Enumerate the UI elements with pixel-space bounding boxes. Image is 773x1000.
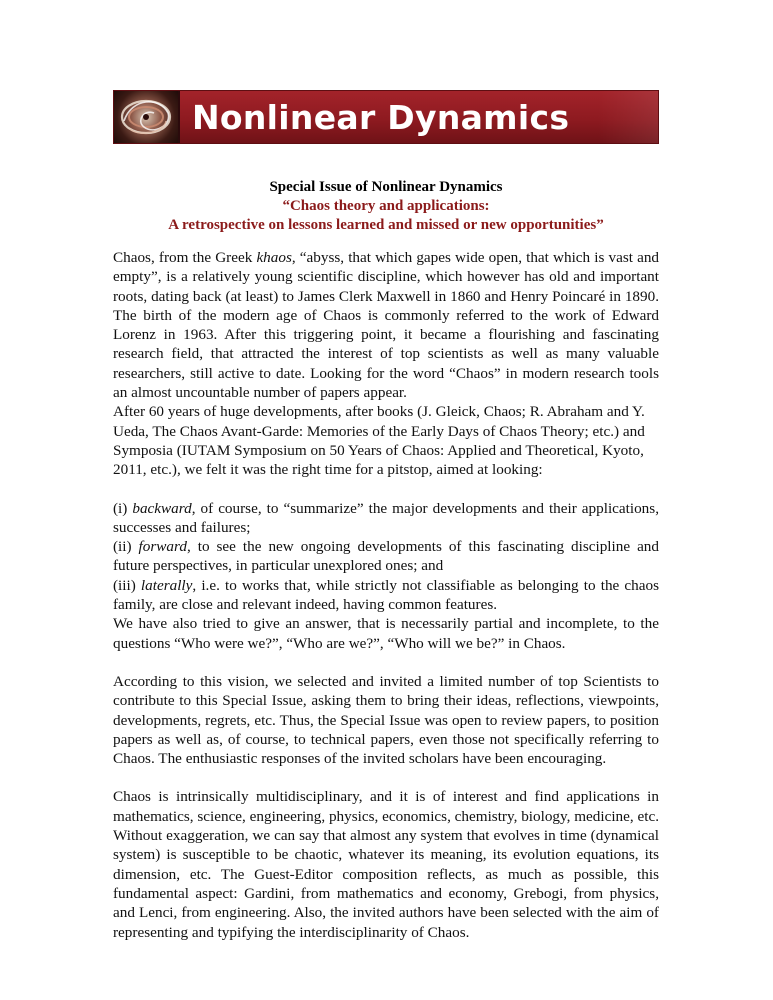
banner-sheen — [598, 91, 658, 143]
list-item-backward-number: (i) — [113, 499, 133, 517]
list-item-laterally-text: , i.e. to works that, while strictly not classifiable as belonging to the chaos family, are close and relevant indeed, having common features. — [113, 576, 660, 614]
banner-title: Nonlinear Dynamics — [192, 98, 570, 137]
list-item-laterally-emphasis: laterally — [140, 576, 193, 594]
list-item-laterally — [113, 576, 659, 615]
paragraph-pitstop: After 60 years of huge developments, after books (J. Gleick, Chaos; R. Abraham and Y. Ueda, The Chaos Avant-Garde: Memories of the Early Days of Chaos Theory; etc.) and Symposia (IUTAM Symposium on 50 Years of Chaos: Applied and Theoretical, Kyoto, 2011, etc.), we felt it was the right time for a pitstop, aimed at looking: — [113, 403, 645, 479]
paragraph-intro-emphasis: khaos — [256, 249, 292, 266]
paragraph-gap — [113, 768, 659, 787]
paragraph-questions: We have also tried to give an answer, that is necessarily partial and incomplete, to the questions “Who were we?”, “Who are we?”, “Who will we be?” in Chaos. — [113, 615, 659, 652]
paragraph-gap — [113, 480, 659, 499]
heading-line-2: “Chaos theory and applications: — [282, 198, 490, 214]
list-item-forward-emphasis: forward — [138, 538, 187, 556]
list-item-backward — [113, 499, 659, 538]
paragraph-intro-a: Chaos, from the Greek — [113, 249, 257, 266]
paragraph-intro-b: , “abyss, that which gapes wide open, that which is vast and empty”, is a relatively young scientific discipline, which however has old and important roots, dating back (at least) to James Clerk Maxwell in 1860 and Henry Poincaré in 1890. The birth of the modern age of Chaos is commonly referred to the work of Edward Lorenz in 1963. After this triggering point, it became a flourishing and fascinating research field, that attracted the interest of top scientists as well as many valuable researchers, still active to date. Looking for the word “Chaos” in modern research tools an almost uncountable number of papers appear. — [113, 249, 660, 402]
chaos-attractor-logo-icon — [114, 91, 180, 143]
heading-line-3: A retrospective on lessons learned and missed or new opportunities” — [168, 217, 604, 233]
heading-line-1: Special Issue of Nonlinear Dynamics — [269, 179, 503, 195]
list-item-backward-emphasis: backward — [132, 499, 192, 517]
paragraph-gap — [113, 653, 659, 672]
list-item-backward-text: , of course, to “summarize” the major developments and their applications, successes and failures; — [113, 499, 659, 536]
issue-heading — [113, 178, 659, 235]
list-item-forward — [113, 537, 659, 576]
journal-banner — [113, 90, 659, 144]
paragraph-intro — [113, 248, 659, 402]
list-item-forward-number: (ii) — [113, 538, 139, 556]
list-item-laterally-number: (iii) — [113, 576, 141, 594]
list-item-forward-text: , to see the new ongoing developments of this fascinating discipline and future perspectives, in particular unexplored ones; and — [113, 538, 659, 575]
body-text — [113, 248, 659, 942]
paragraph-multidisciplinary: Chaos is intrinsically multidisciplinary, and it is of interest and find applications in mathematics, science, engineering, physics, economics, chemistry, biology, medicine, etc. Without exaggeration, we can say that almost any system that evolves in time (dynamical system) is susceptible to be chaotic, whatever its meaning, its evolution equations, its dimension, etc. The Guest-Editor composition reflects, as much as possible, this fundamental aspect: Gardini, from mathematics and economy, Grebogi, from physics, and Lenci, from engineering. Also, the invited authors have been selected with the aim of representing and typifying the interdisciplinarity of Chaos. — [113, 788, 659, 941]
paragraph-vision: According to this vision, we selected and invited a limited number of top Scientists to contribute to this Special Issue, asking them to bring their ideas, reflections, viewpoints, developments, regrets, etc. Thus, the Special Issue was open to review papers, to position papers as well as, of course, to technical papers, even those not specifically referring to Chaos. The enthusiastic responses of the invited scholars have been encouraging. — [113, 672, 659, 768]
